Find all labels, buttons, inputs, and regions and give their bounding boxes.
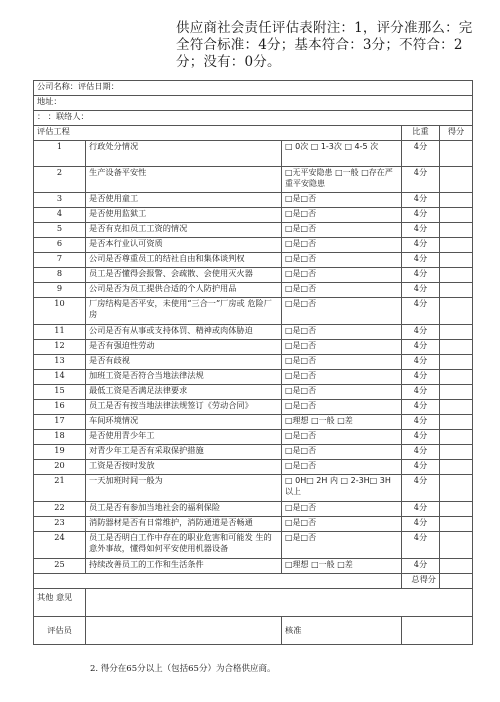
row-number: 16 [34,400,86,415]
row-item: 厂房结构是否平安，未使用“三合一”厂房或 危险厂房 [86,298,282,325]
row-number: 17 [34,415,86,430]
table-row [34,268,473,283]
row-number: 2 [34,167,86,193]
assessment-table [33,80,473,645]
row-options[interactable]: □是□否 [282,268,402,283]
row-options[interactable]: □是□否 [282,370,402,385]
row-weight: 4分 [402,223,440,238]
row-number: 6 [34,238,86,253]
row-options[interactable]: □是□否 [282,400,402,415]
row-number: 3 [34,193,86,208]
row-weight: 4分 [402,532,440,559]
row-weight: 4分 [402,355,440,370]
table-row [34,475,473,502]
row-item: 是否使用童工 [86,193,282,208]
row-score[interactable] [440,325,473,340]
row-weight: 4分 [402,370,440,385]
table-row [34,370,473,385]
table-row [34,502,473,517]
row-score[interactable] [440,268,473,283]
table-row [34,355,473,370]
row-weight: 4分 [402,385,440,400]
row-item: 是否使用监狱工 [86,208,282,223]
row-score[interactable] [440,193,473,208]
table-row [34,298,473,325]
row-score[interactable] [440,298,473,325]
row-score[interactable] [440,370,473,385]
row-options[interactable]: □是□否 [282,298,402,325]
table-row [34,559,473,574]
row-options[interactable]: □是□否 [282,193,402,208]
table-row [34,430,473,445]
row-number: 24 [34,532,86,559]
row-number: 12 [34,340,86,355]
table-row [34,400,473,415]
row-item: 是否有歧视 [86,355,282,370]
row-options[interactable]: □是□否 [282,517,402,532]
row-options[interactable]: □是□否 [282,223,402,238]
row-weight: 4分 [402,445,440,460]
row-options[interactable]: □是□否 [282,238,402,253]
row-score[interactable] [440,517,473,532]
row-weight: 4分 [402,517,440,532]
row-options[interactable]: □理想 □一般 □差 [282,559,402,574]
total-label: 总得分 [402,574,440,589]
row-item: 车间环境情况 [86,415,282,430]
contact-row [34,111,473,126]
document-title: 供应商社会责任评估表附注：1，评分准那么：完全符合标准：4分；基本符合：3分；不符合：2分；没有：0分。 [176,20,473,70]
table-row [34,238,473,253]
row-item: 消防器材是否有日常维护，消防通道是否畅通 [86,517,282,532]
table-row [34,141,473,167]
row-score[interactable] [440,223,473,238]
row-weight: 4分 [402,325,440,340]
row-score[interactable] [440,475,473,502]
table-row [34,385,473,400]
approve-label: 核准 [282,617,402,645]
row-score[interactable] [440,141,473,167]
row-score[interactable] [440,167,473,193]
row-weight: 4分 [402,208,440,223]
table-row [34,193,473,208]
row-options[interactable]: □是□否 [282,430,402,445]
address-row [34,96,473,111]
row-weight: 4分 [402,167,440,193]
row-item: 对青少年工是否有采取保护措施 [86,445,282,460]
table-row [34,208,473,223]
row-item: 持续改善员工的工作和生活条件 [86,559,282,574]
row-number: 1 [34,141,86,167]
table-row [34,340,473,355]
row-item: 员工是否有参加当地社会的福利保险 [86,502,282,517]
row-weight: 4分 [402,460,440,475]
row-score[interactable] [440,253,473,268]
row-item: 工资是否按时发放 [86,460,282,475]
row-item: 公司是否有从事或支持体罚、精神或肉体胁迫 [86,325,282,340]
row-weight: 4分 [402,141,440,167]
row-item: 员工是否明白工作中存在的职业危害和可能发 生的意外事故，懂得如何平安使用机器设备 [86,532,282,559]
row-score[interactable] [440,460,473,475]
row-options[interactable]: □是□否 [282,208,402,223]
row-score[interactable] [440,430,473,445]
row-options[interactable]: □ 0H□ 2H 内 □ 2-3H□ 3H 以上 [282,475,402,502]
row-weight: 4分 [402,400,440,415]
row-number: 25 [34,559,86,574]
row-item: 员工是否有按当地法律法规签订《劳动合同》 [86,400,282,415]
row-weight: 4分 [402,502,440,517]
row-item: 是否有强迫性劳动 [86,340,282,355]
total-score[interactable] [440,574,473,589]
row-options[interactable]: □ 0次 □ 1-3次 □ 4-5 次 [282,141,402,167]
table-row [34,532,473,559]
other-opinion-row [34,589,473,617]
table-row [34,460,473,475]
row-item: 是否有克扣员工工资的情况 [86,223,282,238]
row-weight: 4分 [402,340,440,355]
footer-note: 2. 得分在65分以上（包括65分）为合格供应商。 [90,664,276,674]
row-number: 18 [34,430,86,445]
row-weight: 4分 [402,415,440,430]
row-weight: 4分 [402,475,440,502]
row-options[interactable]: □是□否 [282,385,402,400]
row-score[interactable] [440,238,473,253]
table-row [34,415,473,430]
approve-field[interactable] [402,617,473,645]
company-field[interactable]: 公司名称：评估日期： [34,81,473,96]
row-score[interactable] [440,559,473,574]
row-score[interactable] [440,283,473,298]
total-spacer [34,574,402,589]
row-number: 11 [34,325,86,340]
row-number: 15 [34,385,86,400]
row-options[interactable]: □是□否 [282,532,402,559]
table-row [34,517,473,532]
row-item: 一天加班时间一般为 [86,475,282,502]
row-number: 22 [34,502,86,517]
row-options[interactable]: □是□否 [282,283,402,298]
other-opinion-field[interactable] [86,589,473,617]
total-row [34,574,473,589]
table-row [34,167,473,193]
company-row [34,81,473,96]
row-weight: 4分 [402,238,440,253]
row-number: 23 [34,517,86,532]
row-weight: 4分 [402,268,440,283]
row-options[interactable]: □是□否 [282,253,402,268]
row-options[interactable]: □理想 □一般 □差 [282,415,402,430]
row-score[interactable] [440,445,473,460]
row-item: 行政处分情况 [86,141,282,167]
row-number: 10 [34,298,86,325]
row-score[interactable] [440,415,473,430]
table-row [34,283,473,298]
row-score[interactable] [440,355,473,370]
other-opinion-label: 其他 意见 [34,589,86,617]
row-number: 8 [34,268,86,283]
row-number: 13 [34,355,86,370]
row-score[interactable] [440,340,473,355]
row-item: 员工是否懂得会报警、会疏散、会使用灭火器 [86,268,282,283]
row-item: 是否使用青少年工 [86,430,282,445]
row-weight: 4分 [402,298,440,325]
row-number: 5 [34,223,86,238]
item-column-header: 评估工程 [34,126,402,141]
row-item: 公司是否尊重员工的结社自由和集体谈判权 [86,253,282,268]
row-weight: 4分 [402,430,440,445]
row-weight: 4分 [402,253,440,268]
row-score[interactable] [440,400,473,415]
assessor-label: 评估员 [34,617,86,645]
weight-column-header: 比重 [402,126,440,141]
row-item: 加班工资是否符合当地法律法规 [86,370,282,385]
table-row [34,325,473,340]
row-options[interactable]: □是□否 [282,340,402,355]
table-row [34,253,473,268]
row-number: 20 [34,460,86,475]
assessor-field[interactable] [86,617,282,645]
row-score[interactable] [440,385,473,400]
row-options[interactable]: □是□否 [282,445,402,460]
row-number: 14 [34,370,86,385]
row-score[interactable] [440,532,473,559]
signature-row [34,617,473,645]
score-column-header: 得分 [440,126,473,141]
contact-field[interactable]: ： ：联络人： [34,111,473,126]
column-header-row [34,126,473,141]
row-number: 19 [34,445,86,460]
row-item: 公司是否为员工提供合适的个人防护用品 [86,283,282,298]
row-options[interactable]: □是□否 [282,325,402,340]
address-field[interactable]: 地址： [34,96,473,111]
row-number: 21 [34,475,86,502]
row-score[interactable] [440,208,473,223]
row-item: 是否本行业认可资质 [86,238,282,253]
row-number: 4 [34,208,86,223]
row-options[interactable]: □是□否 [282,502,402,517]
row-item: 最低工资是否满足法律要求 [86,385,282,400]
table-row [34,445,473,460]
row-number: 9 [34,283,86,298]
row-options[interactable]: □是□否 [282,460,402,475]
row-number: 7 [34,253,86,268]
row-weight: 4分 [402,283,440,298]
row-weight: 4分 [402,193,440,208]
row-score[interactable] [440,502,473,517]
row-weight: 4分 [402,559,440,574]
table-row [34,223,473,238]
row-item: 生产设备平安性 [86,167,282,193]
row-options[interactable]: □是□否 [282,355,402,370]
row-options[interactable]: □无平安隐患 □一般 □存在严重平安隐患 [282,167,402,193]
